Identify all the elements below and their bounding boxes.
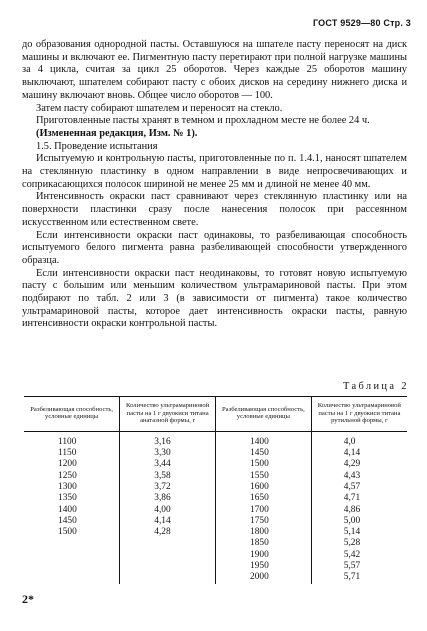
table-cell: 5,00: [311, 516, 407, 527]
table-row: [24, 550, 407, 561]
table-cell: 4,0: [311, 431, 407, 448]
paragraph-equal-intensity: Если интенсивности окраски паст одинаковы, то разбеливающая способность испытуемого белого пигмента равна разбеливающей способности утвержденного образца.: [22, 229, 407, 266]
table-cell: 5,42: [311, 550, 407, 561]
paragraph-paste-grinding: до образования однородной пасты. Оставшуюся на шпателе пасту переносят на диск машины и включают ее. Пигментную пасту перетирают при полной нагрузке машины за 4 цикла, считая за цикл 25 оборотов. Через каждые 25 оборотов машину выключают, шпателем собирают пасту с обоих дисков на середину нижнего диска и машину включают вновь. Общее число оборотов — 100.: [22, 39, 407, 101]
table-row: [24, 505, 407, 516]
header-whitening-capacity-rutile: Разбеливающая способность, условные единицы: [216, 397, 312, 432]
table-cell: 1650: [216, 493, 312, 504]
table-cell: 5,28: [311, 538, 407, 549]
table-cell: 1550: [216, 471, 312, 482]
table-row: [24, 448, 407, 459]
paragraph-application: Испытуемую и контрольную пасты, приготовленные по п. 1.4.1, наносят шпателем на стеклянную пластинку в одном направлении в виде непросвечивающих и соприкасающихся полосок шириной не менее 25 мм и длиной не менее 40 мм.: [22, 153, 407, 190]
table-cell: 1400: [58, 504, 77, 515]
table-cell: 4,14: [311, 448, 407, 459]
table-body: [24, 431, 407, 583]
table-row: [24, 482, 407, 493]
table-row: [24, 516, 407, 527]
table-cell: [24, 561, 120, 572]
table-cell: [24, 572, 120, 583]
table-cell: [120, 572, 216, 583]
table-cell: 2000: [216, 572, 312, 583]
table-cell: 1950: [216, 561, 312, 572]
table-cell: 3,58: [120, 471, 216, 482]
table-2: [24, 396, 407, 584]
paragraph-paste-transfer: Затем пасту собирают шпателем и переносят на стекло.: [36, 102, 283, 114]
page-header: ГОСТ 9529—80 Стр. 3: [312, 18, 411, 28]
table-cell: 3,86: [120, 493, 216, 504]
table-cell: 1700: [216, 505, 312, 516]
table-cell: 3,30: [120, 448, 216, 459]
amendment-note: (Измененная редакция, Изм. № 1).: [36, 127, 198, 139]
table-cell: 4,29: [311, 459, 407, 470]
table-cell: 5,57: [311, 561, 407, 572]
table-cell: [24, 550, 120, 561]
table-cell: 1300: [58, 481, 77, 492]
paragraph-unequal-intensity: Если интенсивности окраски паст неодинаковы, то готовят новую испытуемую пасту с большим или меньшим количеством ультрамариновой пасты. При этом подбирают по табл. 2 или 3 (в зависимости от пигмента) такое количество ультрамариновой пасты, которое дает интенсивность окраски пасты, равную интенсивности окраски контрольной пасты.: [22, 267, 407, 330]
table-cell: [24, 538, 120, 549]
table-cell: 1400: [216, 431, 312, 448]
table-caption: Таблица 2: [342, 381, 409, 392]
table-cell: [120, 550, 216, 561]
table-cell: 1250: [58, 470, 77, 481]
table-cell: 1900: [216, 550, 312, 561]
table-cell: 3,44: [120, 459, 216, 470]
table-cell: 3,16: [120, 431, 216, 448]
table-cell: 4,28: [120, 527, 216, 538]
header-ultramarine-rutile: Количество ультрамариновой пасты на 1 г двуокиси титана рутильной формы, г: [311, 397, 407, 432]
body-text: [22, 39, 407, 331]
table-cell: 1800: [216, 527, 312, 538]
table-cell: 1350: [58, 493, 77, 504]
table-cell: 1450: [216, 448, 312, 459]
table-cell: 1200: [58, 459, 77, 470]
table-cell: 3,72: [120, 482, 216, 493]
paragraph-paste-storage: Приготовленные пасты хранят в темном и прохладном месте не более 24 ч.: [36, 115, 370, 127]
section-heading-1-5: 1.5. Проведение испытания: [36, 140, 158, 152]
header-whitening-capacity-anatase: Разбеливающая способность, условные единицы: [24, 397, 120, 432]
paragraph-comparison: Интенсивность окраски паст сравнивают через стеклянную пластинку или на поверхности пластинки сразу после нанесения полосок при рассеянном искусственном или естественном свете.: [22, 191, 407, 228]
table-row: [24, 471, 407, 482]
table-row: [24, 431, 407, 448]
table-cell: [120, 538, 216, 549]
table-cell: 1750: [216, 516, 312, 527]
table-cell: 4,43: [311, 471, 407, 482]
page-signature-mark: 2*: [22, 592, 34, 606]
table-row: [24, 561, 407, 572]
table-row: [24, 459, 407, 470]
table-cell: 4,86: [311, 505, 407, 516]
table-cell: 5,14: [311, 527, 407, 538]
table-cell: 4,14: [120, 516, 216, 527]
table-cell: 1100: [58, 436, 77, 447]
header-ultramarine-anatase: Количество ультрамариновой пасты на 1 г двуокиси титана анатазной формы, г: [120, 397, 216, 432]
table-row: [24, 527, 407, 538]
table-cell: 1500: [216, 459, 312, 470]
table-cell: 1500: [58, 527, 77, 538]
table-cell: [120, 561, 216, 572]
table-cell: 1150: [58, 448, 77, 459]
table-cell: 4,00: [120, 505, 216, 516]
table-cell: 1450: [58, 515, 77, 526]
table-cell: 1850: [216, 538, 312, 549]
table-cell: 4,57: [311, 482, 407, 493]
table-cell: 4,71: [311, 493, 407, 504]
table-cell: 5,71: [311, 572, 407, 583]
table-row: [24, 538, 407, 549]
table-row: [24, 572, 407, 583]
table-cell: 1600: [216, 482, 312, 493]
table-row: [24, 493, 407, 504]
